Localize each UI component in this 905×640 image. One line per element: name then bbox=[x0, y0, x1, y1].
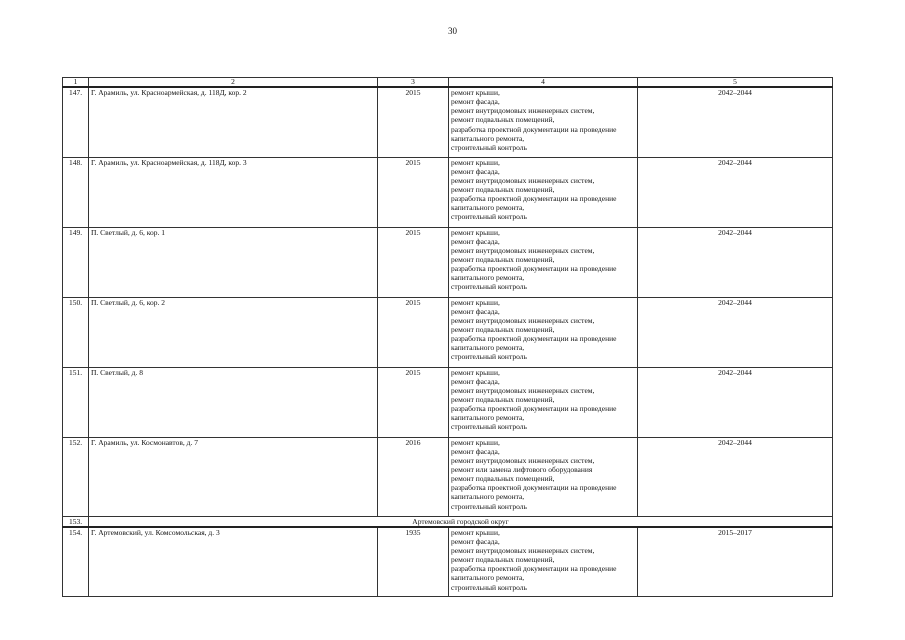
row-number: 148. bbox=[63, 157, 89, 227]
table-row bbox=[63, 437, 833, 516]
works-cell bbox=[449, 527, 638, 597]
work-item: ремонт фасада, bbox=[451, 446, 500, 456]
work-item: ремонт фасада, bbox=[451, 236, 500, 246]
work-item: ремонт подвальных помещений, bbox=[451, 394, 555, 404]
year-cell: 2015 bbox=[378, 87, 449, 157]
works-cell bbox=[449, 227, 638, 297]
year-cell: 2016 bbox=[378, 437, 449, 516]
table-row bbox=[63, 87, 833, 157]
address-cell: Г. Арамиль, ул. Космонавтов, д. 7 bbox=[89, 437, 378, 516]
work-item: ремонт фасада, bbox=[451, 97, 500, 107]
table-row bbox=[63, 227, 833, 297]
repair-program-table bbox=[62, 77, 833, 597]
works-cell bbox=[449, 437, 638, 516]
work-item: строительный контроль bbox=[451, 501, 527, 511]
work-item: ремонт крыши, bbox=[451, 367, 500, 377]
page-number: 30 bbox=[448, 26, 457, 36]
column-header-4: 4 bbox=[449, 78, 638, 88]
year-cell: 2015 bbox=[378, 297, 449, 367]
work-item: ремонт крыши, bbox=[451, 227, 500, 237]
work-item: ремонт внутридомовых инженерных систем, bbox=[451, 455, 595, 465]
work-item: ремонт подвальных помещений, bbox=[451, 184, 555, 194]
column-header-row bbox=[63, 78, 833, 88]
period-cell: 2042–2044 bbox=[638, 367, 833, 437]
work-item: строительный контроль bbox=[451, 282, 527, 292]
work-item: разработка проектной документации на проведение bbox=[451, 194, 617, 204]
row-number: 147. bbox=[63, 87, 89, 157]
work-item: разработка проектной документации на проведение bbox=[451, 483, 617, 493]
work-item: ремонт подвальных помещений, bbox=[451, 474, 555, 484]
year-cell: 2015 bbox=[378, 227, 449, 297]
period-cell: 2042–2044 bbox=[638, 297, 833, 367]
work-item: разработка проектной документации на проведение bbox=[451, 334, 617, 344]
address-cell: Г. Артемовский, ул. Комсомольская, д. 3 bbox=[89, 527, 378, 597]
work-item: ремонт крыши, bbox=[451, 527, 500, 537]
work-item: ремонт внутридомовых инженерных систем, bbox=[451, 106, 595, 116]
work-item: разработка проектной документации на проведение bbox=[451, 264, 617, 274]
period-cell: 2042–2044 bbox=[638, 437, 833, 516]
works-cell bbox=[449, 367, 638, 437]
year-cell: 2015 bbox=[378, 367, 449, 437]
work-item: разработка проектной документации на проведение bbox=[451, 124, 617, 134]
column-header-2: 2 bbox=[89, 78, 378, 88]
work-item: ремонт крыши, bbox=[451, 157, 500, 167]
works-cell bbox=[449, 297, 638, 367]
work-item: строительный контроль bbox=[451, 142, 527, 152]
period-cell: 2015–2017 bbox=[638, 527, 833, 597]
work-item: строительный контроль bbox=[451, 212, 527, 222]
work-item: капитального ремонта, bbox=[451, 133, 525, 143]
work-item: капитального ремонта, bbox=[451, 573, 525, 583]
district-row bbox=[63, 516, 833, 527]
work-item: капитального ремонта, bbox=[451, 273, 525, 283]
work-item: ремонт внутридомовых инженерных систем, bbox=[451, 545, 595, 555]
work-item: капитального ремонта, bbox=[451, 343, 525, 353]
address-cell: Г. Арамиль, ул. Красноармейская, д. 118Д, кор. 3 bbox=[89, 157, 378, 227]
works-cell bbox=[449, 87, 638, 157]
work-item: ремонт внутридомовых инженерных систем, bbox=[451, 385, 595, 395]
work-item: ремонт крыши, bbox=[451, 88, 500, 97]
year-cell: 1935 bbox=[378, 527, 449, 597]
work-item: строительный контроль bbox=[451, 352, 527, 362]
work-item: разработка проектной документации на проведение bbox=[451, 404, 617, 414]
year-cell: 2015 bbox=[378, 157, 449, 227]
work-item: ремонт фасада, bbox=[451, 306, 500, 316]
address-cell: П. Светлый, д. 8 bbox=[89, 367, 378, 437]
work-item: ремонт фасада, bbox=[451, 536, 500, 546]
work-item: капитального ремонта, bbox=[451, 413, 525, 423]
work-item: ремонт подвальных помещений, bbox=[451, 324, 555, 334]
address-cell: Г. Арамиль, ул. Красноармейская, д. 118Д, кор. 2 bbox=[89, 87, 378, 157]
work-item: ремонт фасада, bbox=[451, 166, 500, 176]
work-item: ремонт подвальных помещений, bbox=[451, 115, 555, 125]
column-header-3: 3 bbox=[378, 78, 449, 88]
column-header-5: 5 bbox=[638, 78, 833, 88]
table-row bbox=[63, 157, 833, 227]
row-number: 149. bbox=[63, 227, 89, 297]
address-cell: П. Светлый, д. 6, кор. 2 bbox=[89, 297, 378, 367]
work-item: капитального ремонта, bbox=[451, 492, 525, 502]
work-item: капитального ремонта, bbox=[451, 203, 525, 213]
column-header-1: 1 bbox=[63, 78, 89, 88]
work-item: ремонт крыши, bbox=[451, 297, 500, 307]
work-item: ремонт внутридомовых инженерных систем, bbox=[451, 315, 595, 325]
row-number: 153. bbox=[63, 516, 89, 527]
row-number: 154. bbox=[63, 527, 89, 597]
work-item: разработка проектной документации на проведение bbox=[451, 564, 617, 574]
district-name: Артемовский городской округ bbox=[89, 516, 833, 527]
row-number: 152. bbox=[63, 437, 89, 516]
address-cell: П. Светлый, д. 6, кор. 1 bbox=[89, 227, 378, 297]
works-cell bbox=[449, 157, 638, 227]
work-item: ремонт или замена лифтового оборудования bbox=[451, 464, 593, 474]
work-item: строительный контроль bbox=[451, 422, 527, 432]
period-cell: 2042–2044 bbox=[638, 227, 833, 297]
table-row bbox=[63, 367, 833, 437]
work-item: ремонт подвальных помещений, bbox=[451, 555, 555, 565]
work-item: строительный контроль bbox=[451, 582, 527, 592]
period-cell: 2042–2044 bbox=[638, 157, 833, 227]
work-item: ремонт подвальных помещений, bbox=[451, 254, 555, 264]
work-item: ремонт внутридомовых инженерных систем, bbox=[451, 175, 595, 185]
table-row bbox=[63, 527, 833, 597]
work-item: ремонт крыши, bbox=[451, 437, 500, 447]
work-item: ремонт фасада, bbox=[451, 376, 500, 386]
table-row bbox=[63, 297, 833, 367]
period-cell: 2042–2044 bbox=[638, 87, 833, 157]
work-item: ремонт внутридомовых инженерных систем, bbox=[451, 245, 595, 255]
row-number: 150. bbox=[63, 297, 89, 367]
row-number: 151. bbox=[63, 367, 89, 437]
